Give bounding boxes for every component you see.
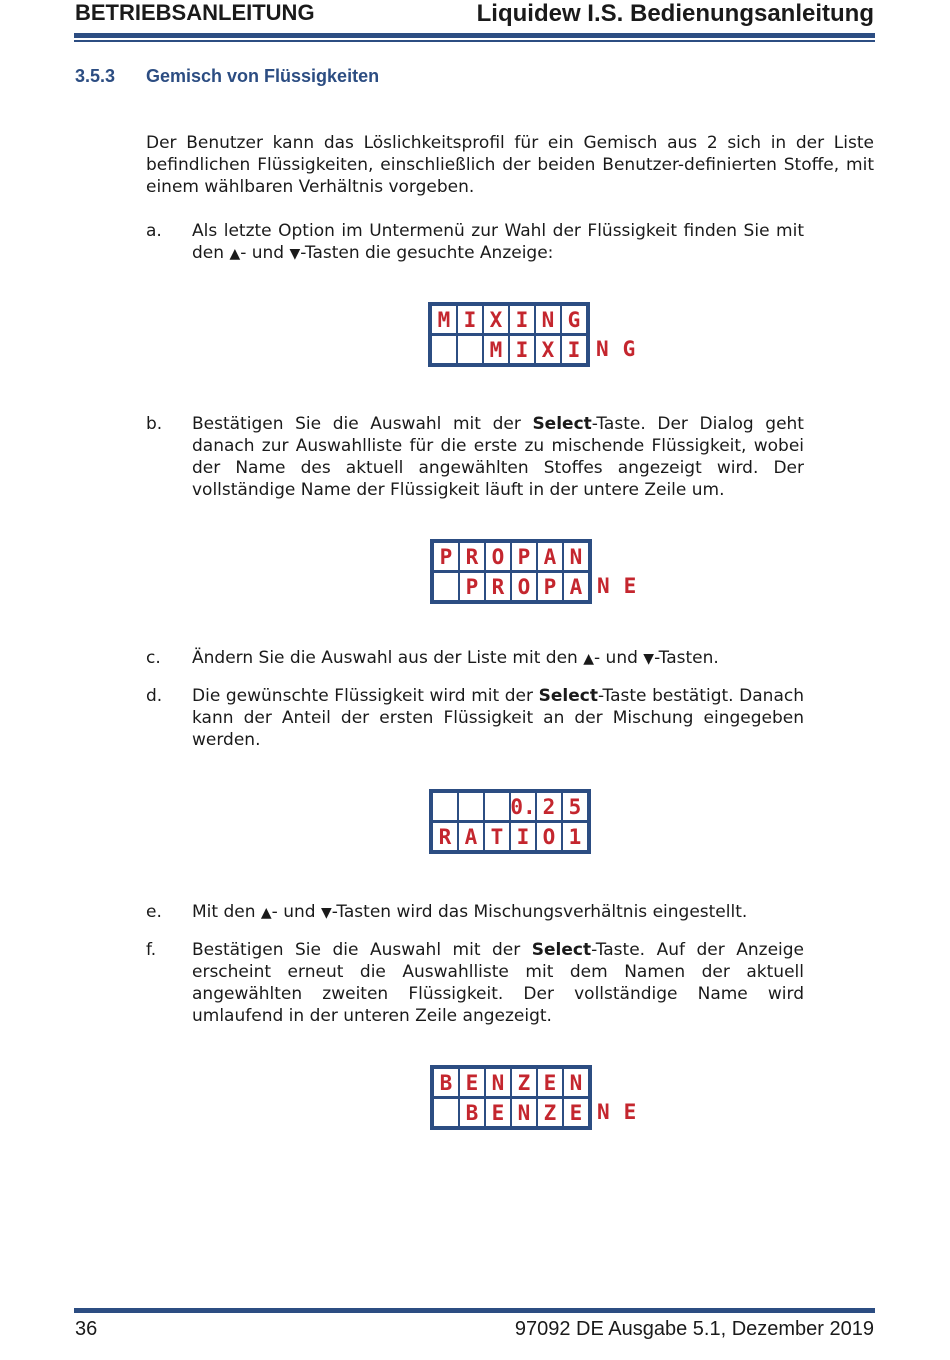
lcd-cell: O [484, 543, 510, 570]
lcd-cell: R [484, 573, 510, 600]
lcd-row-top [432, 306, 586, 333]
lcd-cell: P [458, 573, 484, 600]
lcd-cell: T [483, 823, 509, 850]
select-key-label: Select [532, 414, 592, 434]
lcd-cell: R [438, 824, 452, 849]
lcd-cell [434, 573, 458, 600]
edition-info: 97092 DE Ausgabe 5.1, Dezember 2019 [514, 1318, 874, 1340]
header-left: BETRIEBSANLEITUNG [75, 0, 315, 25]
lcd-cell: A [536, 543, 562, 570]
lcd-overflow-text: NE [597, 574, 651, 598]
step-e-letter: e. [146, 902, 162, 922]
lcd-cell: M [482, 336, 508, 363]
lcd-row-bottom [432, 333, 586, 363]
lcd-cell: I [560, 336, 586, 363]
step-a-text: Als letzte Option im Untermenü zur Wahl der Flüssigkeit finden Sie mit den ▲- und ▼-Tasten die gesuchte Anzeige: [192, 221, 804, 263]
lcd-cell: P [536, 573, 562, 600]
lcd-cell: I [456, 306, 482, 333]
step-b-letter: b. [146, 414, 163, 434]
lcd-cell: M [437, 307, 451, 332]
header-right: Liquidew I.S. Bedienungsanleitung [476, 0, 874, 27]
step-e-text: Mit den ▲- und ▼-Tasten wird das Mischungsverhältnis eingestellt. [192, 902, 748, 922]
intro-paragraph: Der Benutzer kann das Löslichkeitsprofil für ein Gemisch aus 2 sich in der Liste befindlichen Flüssigkeiten, einschließlich der beiden Benutzer-definierten Stoffe, mit einem wählbaren Verhältnis vorgeben. [146, 133, 874, 197]
lcd-row-top [433, 793, 587, 820]
lcd-cell [456, 336, 482, 363]
lcd-cell: I [508, 336, 534, 363]
lcd-display-propane [430, 539, 592, 604]
lcd-display-ratio [429, 789, 591, 854]
step-a-letter: a. [146, 221, 162, 241]
step-f-text: Bestätigen Sie die Auswahl mit der Select-Taste. Auf der Anzeige erscheint erneut die Auswahlliste mit dem Namen der aktuell angewählten zweiten Flüssigkeit. Der vollständige Name wird umlaufend in der unteren Zeile angezeigt. [192, 940, 804, 1026]
down-arrow-icon: ▼ [289, 246, 301, 262]
lcd-cell: B [458, 1099, 484, 1126]
lcd-cell: N [562, 543, 588, 570]
lcd-row-top [434, 543, 588, 570]
up-arrow-icon: ▲ [260, 905, 272, 921]
step-d-letter: d. [146, 686, 163, 706]
lcd-cell [434, 1099, 458, 1126]
section-title: Gemisch von Flüssigkeiten [146, 66, 380, 86]
lcd-cell: I [509, 823, 535, 850]
lcd-cell [457, 793, 483, 820]
lcd-cell: N [510, 1099, 536, 1126]
lcd-cell [483, 793, 509, 820]
lcd-cell: Z [536, 1099, 562, 1126]
lcd-cell: O [535, 823, 561, 850]
up-arrow-icon: ▲ [583, 651, 594, 667]
lcd-cell: A [562, 573, 588, 600]
lcd-cell: A [457, 823, 483, 850]
lcd-row-bottom [434, 570, 588, 600]
lcd-cell: I [508, 306, 534, 333]
lcd-display-benzene [430, 1065, 592, 1130]
step-c-text: Ändern Sie die Auswahl aus der Liste mit den ▲- und ▼-Tasten. [192, 648, 719, 668]
down-arrow-icon: ▼ [320, 905, 332, 921]
lcd-cell: 2 [535, 793, 561, 820]
lcd-cell: N [484, 1069, 510, 1096]
select-key-label: Select [531, 940, 592, 960]
lcd-cell: O [510, 573, 536, 600]
lcd-cell: P [510, 543, 536, 570]
lcd-overflow-text: NG [596, 337, 650, 361]
header-rule [74, 33, 875, 38]
lcd-overflow-text: NE [597, 1100, 651, 1124]
section-number: 3.5.3 [75, 66, 116, 86]
lcd-cell: E [562, 1099, 588, 1126]
lcd-cell [433, 793, 457, 820]
lcd-row-bottom [433, 820, 587, 850]
lcd-cell [432, 336, 456, 363]
lcd-row-bottom [434, 1096, 588, 1126]
header-rule-thin [74, 40, 875, 42]
lcd-cell: G [560, 306, 586, 333]
lcd-cell: E [458, 1069, 484, 1096]
step-d-text: Die gewünschte Flüssigkeit wird mit der Select-Taste bestätigt. Danach kann der Anteil der ersten Flüssigkeit an der Mischung eingegeben werden. [192, 686, 804, 750]
up-arrow-icon: ▲ [229, 246, 241, 262]
step-f-letter: f. [146, 940, 157, 960]
lcd-cell: N [534, 306, 560, 333]
lcd-cell: 0. [510, 794, 536, 819]
lcd-cell: X [534, 336, 560, 363]
lcd-cell: P [439, 544, 453, 569]
down-arrow-icon: ▼ [643, 651, 655, 667]
lcd-row-top [434, 1069, 588, 1096]
lcd-cell: N [562, 1069, 588, 1096]
lcd-cell: R [458, 543, 484, 570]
lcd-display-mixing [428, 302, 590, 367]
lcd-cell: E [536, 1069, 562, 1096]
lcd-cell: 1 [561, 823, 587, 850]
lcd-cell: E [484, 1099, 510, 1126]
lcd-cell: B [439, 1070, 453, 1095]
lcd-cell: X [482, 306, 508, 333]
page-number: 36 [75, 1318, 98, 1340]
step-c-letter: c. [146, 648, 161, 668]
lcd-cell: 5 [561, 793, 587, 820]
footer-rule [74, 1308, 875, 1313]
lcd-cell: Z [510, 1069, 536, 1096]
step-b-text: Bestätigen Sie die Auswahl mit der Select-Taste. Der Dialog geht danach zur Auswahlliste für die erste zu mischende Flüssigkeit, wobei der Name des aktuell angewählten Stoffes angezeigt wird. Der vollständige Name der Flüssigkeit läuft in der untere Zeile um. [192, 414, 804, 500]
select-key-label: Select [538, 686, 598, 706]
